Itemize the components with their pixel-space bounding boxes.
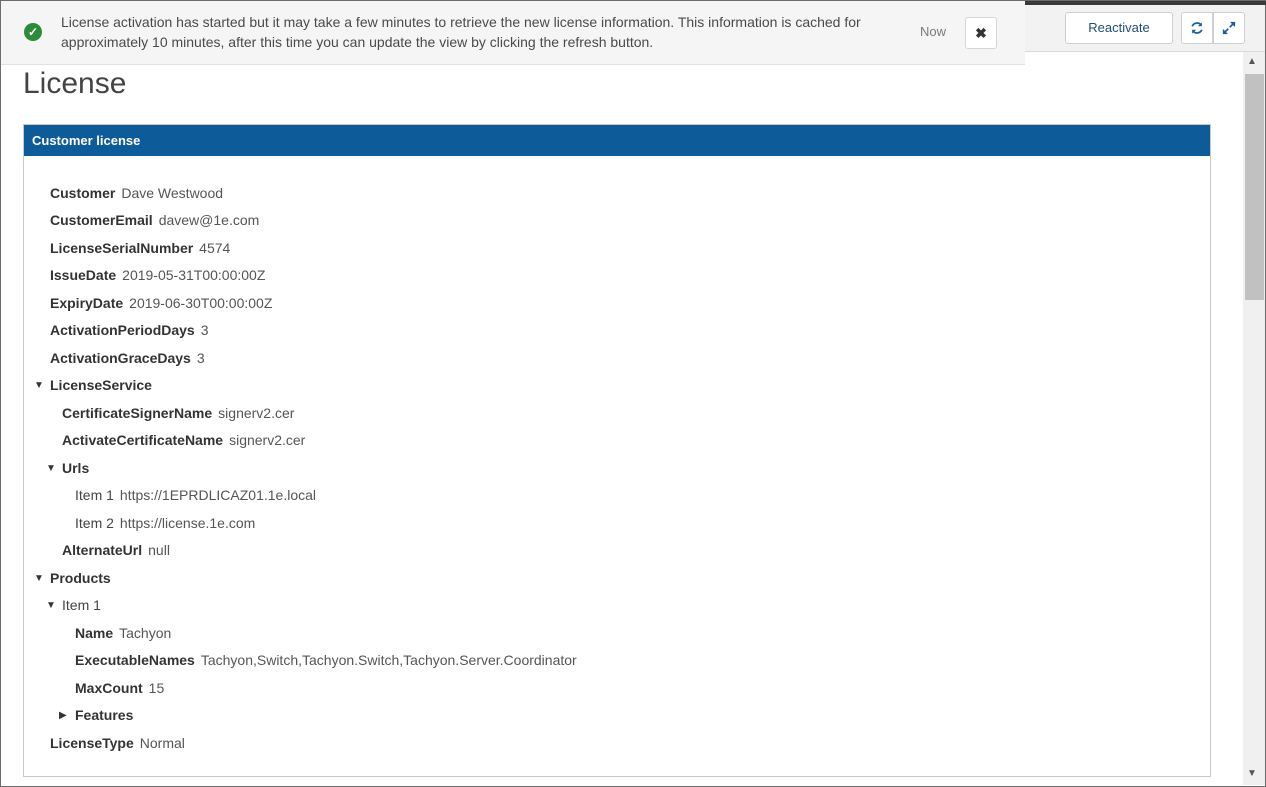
- tree-key: ExpiryDate: [50, 295, 124, 311]
- tree-key: IssueDate: [50, 267, 117, 283]
- tree-row-url-item-2: [75, 513, 255, 533]
- check-circle-icon: ✓: [24, 23, 42, 41]
- tree-value: 3: [200, 322, 209, 338]
- tree-value: signerv2.cer: [229, 432, 306, 448]
- tree-row-license-type: [50, 733, 185, 753]
- tree-row-customer-email: [50, 210, 259, 230]
- tree-key: AlternateUrl: [62, 542, 143, 558]
- tree-row-alternate-url: [62, 540, 170, 560]
- tree-value: Normal: [139, 735, 185, 751]
- tree-row-url-item-1: [75, 485, 316, 505]
- tree-key: LicenseService: [50, 377, 152, 393]
- tree-key: Urls: [62, 460, 90, 476]
- tree-key: ActivateCertificateName: [62, 432, 224, 448]
- tree-row-issue-date: [50, 265, 265, 285]
- tree-node-product-item-1[interactable]: [62, 595, 101, 615]
- refresh-icon: [1190, 21, 1204, 35]
- expand-icon: [1222, 21, 1236, 35]
- tree-row-executable-names: [75, 650, 577, 670]
- tree-value: https://1EPRDLICAZ01.1e.local: [119, 487, 317, 503]
- scroll-down-arrow-icon[interactable]: ▼: [1247, 768, 1257, 779]
- tree-key: Item 2: [75, 515, 114, 531]
- caret-right-icon[interactable]: ▶: [59, 710, 67, 721]
- scrollbar-thumb[interactable]: [1245, 74, 1264, 300]
- tree-key: ActivationPeriodDays: [50, 322, 195, 338]
- toast-timestamp: Now: [920, 24, 947, 39]
- refresh-button[interactable]: [1181, 12, 1213, 44]
- panel-header: Customer license: [24, 125, 1210, 156]
- tree-key: Features: [75, 707, 134, 723]
- caret-down-icon[interactable]: ▼: [46, 463, 56, 474]
- page-title: License: [23, 67, 127, 100]
- tree-key: Item 1: [62, 597, 101, 613]
- tree-row-serial: [50, 238, 230, 258]
- notification-toast: [1, 1, 1025, 65]
- tree-value: null: [148, 542, 170, 558]
- tree-key: ExecutableNames: [75, 652, 195, 668]
- tree-row-activation-period: [50, 320, 209, 340]
- tree-key: Name: [75, 625, 114, 641]
- tree-row-activate-cert: [62, 430, 305, 450]
- tree-key: MaxCount: [75, 680, 143, 696]
- tree-node-urls[interactable]: [62, 458, 89, 478]
- tree-value: 4574: [199, 240, 231, 256]
- scroll-up-arrow-icon[interactable]: ▲: [1247, 56, 1257, 67]
- tree-row-expiry-date: [50, 293, 272, 313]
- tree-value: Tachyon,Switch,Tachyon.Switch,Tachyon.Server.Coordinator: [200, 652, 577, 668]
- tree-value: 2019-05-31T00:00:00Z: [122, 267, 266, 283]
- tree-value: 15: [148, 680, 165, 696]
- tree-key: CustomerEmail: [50, 212, 153, 228]
- toast-close-button[interactable]: [965, 17, 997, 49]
- tree-row-customer: [50, 183, 223, 203]
- tree-key: LicenseSerialNumber: [50, 240, 194, 256]
- tree-value: Dave Westwood: [121, 185, 224, 201]
- tree-node-license-service[interactable]: [50, 375, 152, 395]
- tree-value: davew@1e.com: [158, 212, 260, 228]
- tree-value: signerv2.cer: [218, 405, 295, 421]
- toast-message: License activation has started but it may take a few minutes to retrieve the new license information. This information is cached for approximately 10 minutes, after this time you can update the view by clicking the refresh button.: [61, 14, 861, 50]
- expand-button[interactable]: [1213, 12, 1245, 44]
- tree-row-max-count: [75, 678, 164, 698]
- tree-node-features[interactable]: [75, 705, 133, 725]
- close-icon: ✖: [975, 25, 987, 41]
- tree-row-cert-signer: [62, 403, 294, 423]
- tree-value: https://license.1e.com: [119, 515, 256, 531]
- tree-key: ActivationGraceDays: [50, 350, 191, 366]
- caret-down-icon[interactable]: ▼: [46, 600, 56, 611]
- reactivate-button[interactable]: Reactivate: [1065, 12, 1173, 44]
- toolbar-accent-line: [1021, 1, 1266, 5]
- tree-key: Item 1: [75, 487, 114, 503]
- tree-key: Products: [50, 570, 111, 586]
- tree-key: CertificateSignerName: [62, 405, 213, 421]
- tree-value: 2019-06-30T00:00:00Z: [129, 295, 273, 311]
- tree-node-products[interactable]: [50, 568, 111, 588]
- tree-value: 3: [196, 350, 205, 366]
- tree-row-name: [75, 623, 171, 643]
- tree-key: Customer: [50, 185, 116, 201]
- tree-key: LicenseType: [50, 735, 134, 751]
- caret-down-icon[interactable]: ▼: [34, 380, 44, 391]
- caret-down-icon[interactable]: ▼: [34, 573, 44, 584]
- tree-value: Tachyon: [119, 625, 172, 641]
- tree-row-activation-grace: [50, 348, 205, 368]
